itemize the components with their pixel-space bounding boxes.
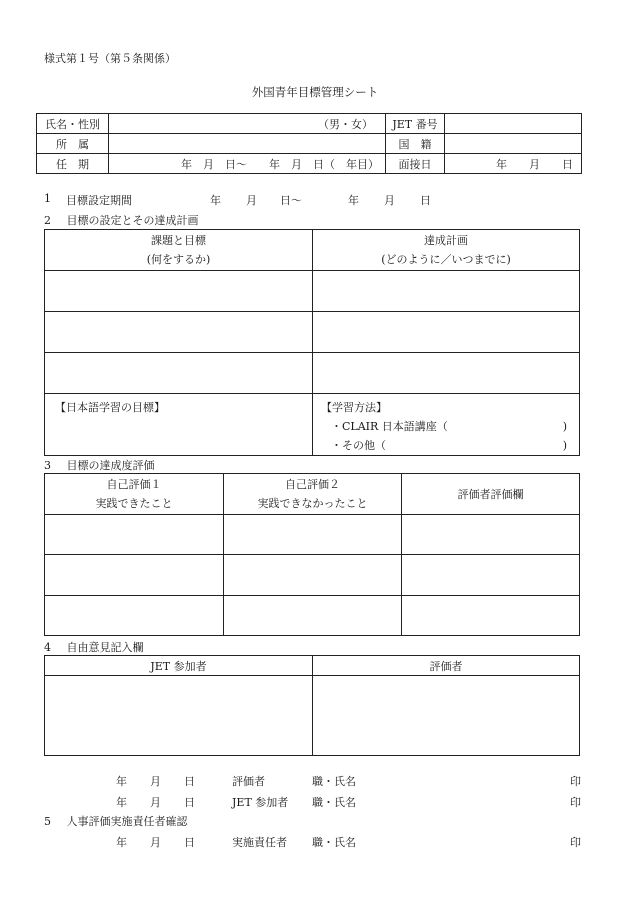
signature-role: 実施責任者	[232, 836, 287, 849]
free-comment-table	[44, 655, 580, 756]
seal-mark: 印	[570, 836, 581, 849]
self-eval-1-title: 自己評価１	[106, 478, 162, 491]
signature-month: 月	[150, 836, 161, 849]
goal-cell[interactable]	[45, 271, 313, 312]
signature-month: 月	[150, 775, 161, 788]
goal-cell[interactable]	[45, 353, 313, 394]
method-clair-option: ・CLAIR 日本語講座（	[331, 420, 448, 433]
plan-cell[interactable]	[313, 353, 580, 394]
evaluator-eval-cell[interactable]	[402, 555, 580, 596]
section1-label: 目標設定期間	[66, 194, 132, 207]
self-eval-1-cell[interactable]	[45, 596, 224, 636]
term-label: 任 期	[37, 154, 109, 174]
self-eval-2-cell[interactable]	[224, 596, 402, 636]
japanese-goal-cell[interactable]	[45, 394, 313, 456]
jet-participant-signature-line	[0, 794, 630, 810]
plan-cell[interactable]	[313, 271, 580, 312]
signature-day: 日	[184, 775, 195, 788]
affiliation-label: 所 属	[37, 134, 109, 154]
self-eval-2-subtitle: 実践できなかったこと	[257, 497, 368, 510]
goal-period-line	[0, 192, 630, 208]
method-clair-close-paren: )	[562, 420, 567, 433]
term-field[interactable]	[109, 154, 386, 174]
evaluator-eval-cell[interactable]	[402, 596, 580, 636]
nationality-field[interactable]	[445, 134, 582, 154]
period-start-day: 日〜	[280, 194, 302, 207]
signature-name-label: 職・氏名	[312, 775, 356, 788]
gender-options: （男・女）	[318, 117, 373, 131]
jet-number-label: JET 番号	[386, 114, 445, 134]
interview-date-label: 面接日	[386, 154, 445, 174]
evaluation-table	[44, 473, 580, 636]
term-value: 年 月 日〜 年 月 日（ 年目）	[181, 157, 379, 171]
self-eval-2-cell[interactable]	[224, 515, 402, 555]
interview-date-field[interactable]	[445, 154, 582, 174]
signature-year: 年	[116, 775, 127, 788]
goal-column-header	[45, 230, 313, 271]
section1-number: 1	[44, 192, 51, 205]
nationality-label: 国 籍	[386, 134, 445, 154]
plan-column-title: 達成計画	[424, 234, 468, 247]
affiliation-field[interactable]	[109, 134, 386, 154]
section4-heading	[44, 639, 144, 655]
evaluator-eval-header: 評価者評価欄	[402, 474, 580, 515]
period-end-year: 年	[348, 194, 359, 207]
section4-number: 4	[44, 641, 51, 654]
section3-heading	[44, 457, 155, 473]
study-method-label: 【学習方法】	[321, 401, 387, 414]
self-eval-2-title: 自己評価２	[285, 478, 340, 491]
seal-mark: 印	[570, 775, 581, 788]
method-other-close-paren: )	[562, 439, 567, 452]
section2-heading	[44, 212, 199, 228]
signature-role: JET 参加者	[232, 796, 289, 809]
period-end-month: 月	[384, 194, 395, 207]
section4-label: 自由意見記入欄	[66, 641, 144, 654]
plan-cell[interactable]	[313, 312, 580, 353]
goal-column-subtitle: (何をするか)	[146, 253, 211, 266]
personal-info-table	[36, 113, 582, 174]
section2-label: 目標の設定とその達成計画	[66, 214, 199, 227]
section5-heading	[44, 813, 188, 829]
signature-day: 日	[184, 796, 195, 809]
evaluator-comment-field[interactable]	[313, 676, 580, 756]
self-eval-1-cell[interactable]	[45, 515, 224, 555]
interview-date-value: 年 月 日	[496, 157, 573, 171]
self-eval-1-cell[interactable]	[45, 555, 224, 596]
section5-number: 5	[44, 815, 51, 828]
period-end-day: 日	[420, 194, 431, 207]
signature-day: 日	[184, 836, 195, 849]
plan-column-subtitle: (どのように／いつまでに)	[381, 253, 511, 266]
document-title: 外国青年目標管理シート	[251, 85, 379, 99]
jet-participant-comment-field[interactable]	[45, 676, 313, 756]
self-eval-1-subtitle: 実践できたこと	[95, 497, 173, 510]
responsible-officer-signature-line	[0, 834, 630, 850]
study-method-cell[interactable]	[313, 394, 580, 456]
signature-month: 月	[150, 796, 161, 809]
section3-number: 3	[44, 459, 51, 472]
signature-name-label: 職・氏名	[312, 836, 356, 849]
evaluator-eval-cell[interactable]	[402, 515, 580, 555]
goal-plan-table	[44, 229, 580, 456]
evaluator-signature-line	[0, 773, 630, 789]
signature-role: 評価者	[232, 775, 265, 788]
japanese-goal-label: 【日本語学習の目標】	[55, 401, 165, 414]
section2-number: 2	[44, 214, 51, 227]
name-gender-label: 氏名・性別	[37, 114, 109, 134]
signature-year: 年	[116, 836, 127, 849]
jet-number-field[interactable]	[445, 114, 582, 134]
form-number-label: 様式第１号（第５条関係）	[44, 52, 176, 65]
evaluator-header: 評価者	[313, 656, 580, 676]
method-other-option: ・その他（	[331, 439, 386, 452]
period-start-month: 月	[246, 194, 257, 207]
signature-year: 年	[116, 796, 127, 809]
self-eval-2-header	[224, 474, 402, 515]
period-start-year: 年	[210, 194, 221, 207]
plan-column-header	[313, 230, 580, 271]
jet-participant-header: JET 参加者	[45, 656, 313, 676]
self-eval-1-header	[45, 474, 224, 515]
name-gender-field[interactable]	[109, 114, 386, 134]
self-eval-2-cell[interactable]	[224, 555, 402, 596]
goal-column-title: 課題と目標	[151, 234, 206, 247]
seal-mark: 印	[570, 796, 581, 809]
section3-label: 目標の達成度評価	[66, 459, 155, 472]
section5-label: 人事評価実施責任者確認	[66, 815, 188, 828]
signature-name-label: 職・氏名	[312, 796, 356, 809]
goal-cell[interactable]	[45, 312, 313, 353]
